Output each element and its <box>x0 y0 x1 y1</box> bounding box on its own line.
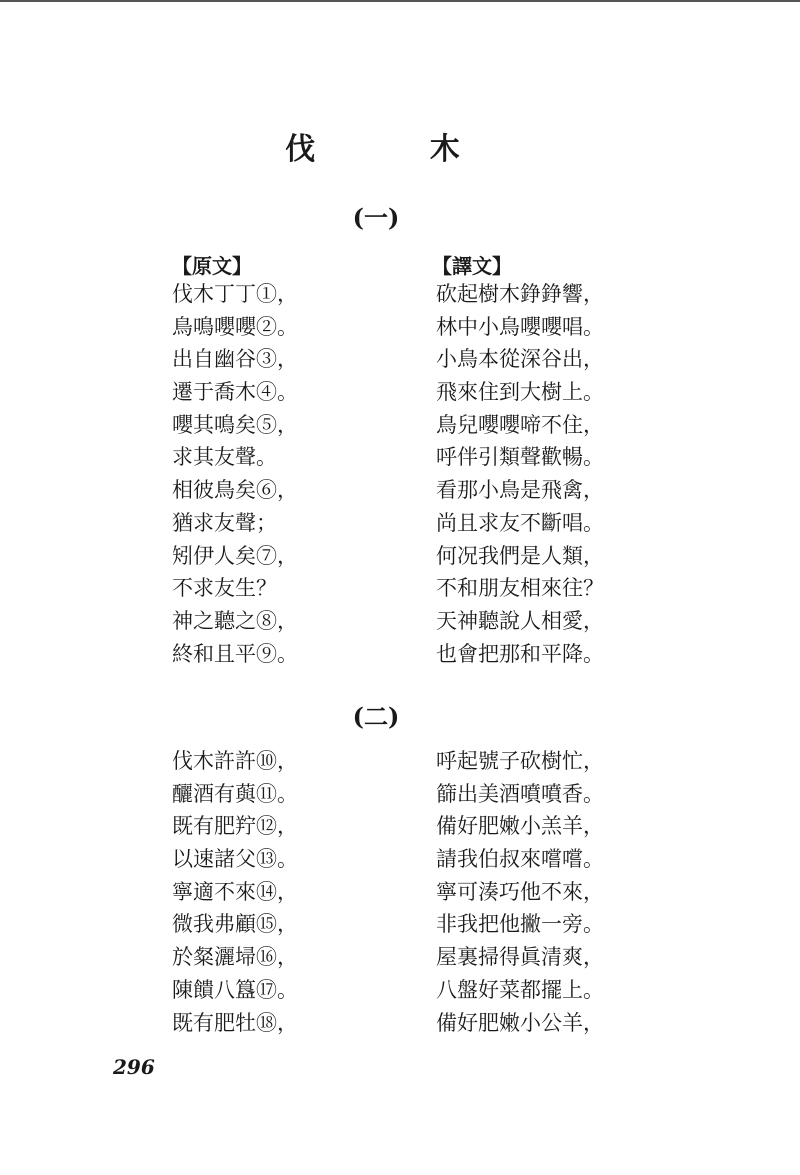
original-line: 矧伊人矣⑦， <box>172 543 298 568</box>
section-one-original-column <box>172 278 298 670</box>
original-line: 既有肥牡⑱， <box>172 1010 298 1035</box>
original-line: 出自幽谷③， <box>172 347 298 372</box>
page-number: 296 <box>113 1055 155 1079</box>
original-line: 陳饋八簋⑰。 <box>172 977 298 1002</box>
original-line: 寧適不來⑭， <box>172 879 298 904</box>
translation-line: 也會把那和平降。 <box>436 641 604 666</box>
original-line: 嚶其鳴矣⑤， <box>172 412 298 437</box>
original-line: 神之聽之⑧， <box>172 608 298 633</box>
translation-line: 鳥兒嚶嚶啼不住， <box>436 412 604 437</box>
translation-line: 尚且求友不斷唱。 <box>436 510 604 535</box>
poem-title: 伐 木 <box>285 132 512 167</box>
original-line: 伐木許許⑩， <box>172 749 298 773</box>
section-one-translation-column <box>436 278 604 670</box>
original-line: 不求友生？ <box>172 576 277 601</box>
section-one-heading: (一) <box>352 203 400 232</box>
original-text-header: 【原文】 <box>172 254 252 278</box>
original-line: 微我弗顧⑮， <box>172 912 298 937</box>
section-two-heading: (二) <box>352 702 400 731</box>
translation-line: 林中小鳥嚶嚶唱。 <box>436 314 604 339</box>
original-line: 猶求友聲； <box>172 510 277 535</box>
original-line: 求其友聲。 <box>172 445 277 470</box>
translation-line: 何况我們是人類， <box>436 543 604 568</box>
original-line: 相彼鳥矣⑥， <box>172 478 298 503</box>
translation-line: 寧可湊巧他不來， <box>436 879 604 904</box>
translation-line: 飛來住到大樹上。 <box>436 380 604 405</box>
translation-line: 備好肥嫩小羔羊， <box>436 814 604 839</box>
translation-line: 八盤好菜都擺上。 <box>436 977 604 1002</box>
original-line: 終和且平⑨。 <box>172 641 298 666</box>
original-line: 鳥鳴嚶嚶②。 <box>172 314 298 339</box>
translation-line: 非我把他撇一旁。 <box>436 912 604 937</box>
original-line: 於粲灑埽⑯， <box>172 945 298 970</box>
translation-line: 篩出美酒噴噴香。 <box>436 781 604 806</box>
translation-line: 天神聽說人相愛， <box>436 608 604 633</box>
translation-header: 【譯文】 <box>432 254 512 278</box>
translation-line: 呼起號子砍樹忙， <box>436 749 604 773</box>
section-two-translation-column <box>436 745 604 1039</box>
original-line: 既有肥羜⑫， <box>172 814 298 839</box>
translation-line: 呼伴引類聲歡暢。 <box>436 445 604 470</box>
translation-line: 備好肥嫩小公羊， <box>436 1010 604 1035</box>
translation-line: 不和朋友相來往？ <box>436 576 604 601</box>
translation-line: 砍起樹木錚錚響， <box>436 282 604 306</box>
original-line: 遷于喬木④。 <box>172 380 298 405</box>
original-line: 以速諸父⑬。 <box>172 847 298 872</box>
top-border-rule <box>0 0 800 2</box>
original-line: 釃酒有藇⑪。 <box>172 781 298 806</box>
translation-line: 看那小鳥是飛禽， <box>436 478 604 503</box>
original-line: 伐木丁丁①， <box>172 282 298 306</box>
translation-line: 小鳥本從深谷出， <box>436 347 604 372</box>
translation-line: 屋裏掃得眞清爽， <box>436 945 604 970</box>
section-two-original-column <box>172 745 298 1039</box>
translation-line: 請我伯叔來嚐嚐。 <box>436 847 604 872</box>
